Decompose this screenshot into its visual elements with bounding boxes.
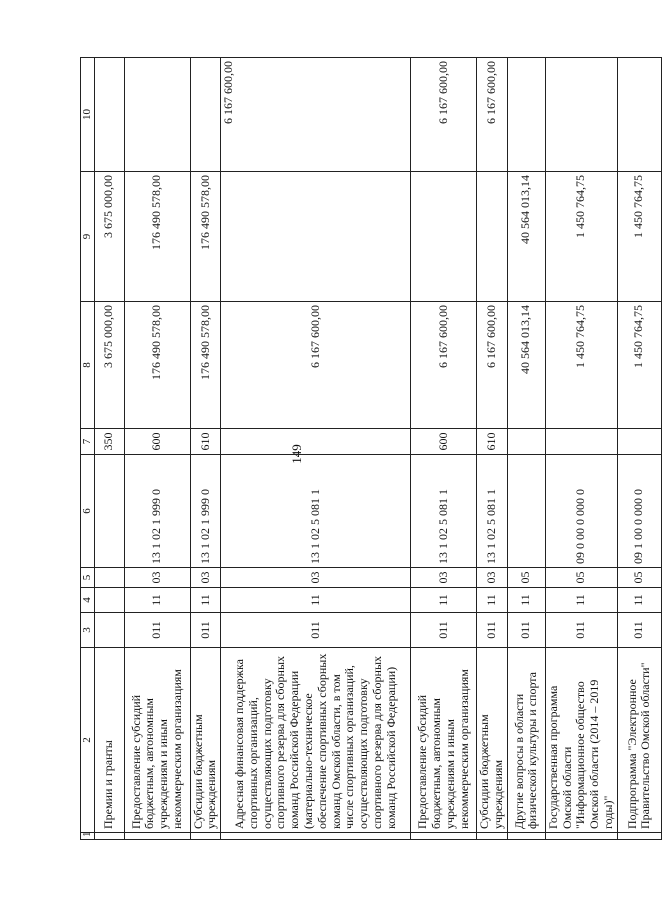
row-name: Премии и гранты [94, 648, 124, 833]
row-name: Субсидии бюджетным учреждениям [477, 648, 508, 833]
code-expense-type [221, 429, 411, 455]
amount-regional: 3 675 000,00 [94, 172, 124, 302]
amount-regional: 1 450 764,75 [545, 172, 617, 302]
row-name: Государственная программа Омской области "Информационное общество Омской области (2014 – 2019 годы)" [545, 648, 617, 833]
amount-regional [477, 172, 508, 302]
budget-table [80, 57, 662, 840]
amount-federal [94, 58, 124, 172]
amount-federal: 6 167 600,00 [411, 58, 477, 172]
table-row [124, 58, 190, 840]
header-cell: 4 [81, 588, 95, 613]
code-podrazdel: 03 [221, 568, 411, 588]
code-razdel: 11 [507, 588, 545, 613]
amount-total: 176 490 578,00 [124, 302, 190, 429]
code-expense-type: 600 [124, 429, 190, 455]
table-row [411, 58, 477, 840]
amount-regional: 1 450 764,75 [617, 172, 661, 302]
code-glava: 011 [545, 613, 617, 648]
amount-federal [545, 58, 617, 172]
table-row [221, 58, 411, 840]
code-razdel: 11 [545, 588, 617, 613]
code-razdel: 11 [124, 588, 190, 613]
col1-cell [124, 833, 190, 840]
row-name: Адресная финансовая поддержка спортивных организаций, осуществляющих подготовку спортивного резерва для сборных команд Российской Федерации (материально-техническое обеспечение спортивных сборных команд Омской области, в том числе спортивных организаций, осуществляющих подготовку спортивного резерва для сборных команд Российской Федерации) [221, 648, 411, 833]
code-podrazdel: 05 [507, 568, 545, 588]
code-razdel: 11 [190, 588, 221, 613]
amount-federal [124, 58, 190, 172]
amount-federal: 6 167 600,00 [221, 58, 411, 172]
code-podrazdel: 03 [124, 568, 190, 588]
code-razdel: 11 [477, 588, 508, 613]
code-expense-type: 610 [477, 429, 508, 455]
header-cell: 2 [81, 648, 95, 833]
row-name: Предоставление субсидий бюджетным, автономным учреждениям и иным некоммерческим организациям [124, 648, 190, 833]
row-name: Подпрограмма "Электронное Правительство Омской области" [617, 648, 661, 833]
amount-total: 1 450 764,75 [545, 302, 617, 429]
amount-total: 40 564 013,14 [507, 302, 545, 429]
header-cell: 3 [81, 613, 95, 648]
col1-cell [477, 833, 508, 840]
code-target-article: 13 1 02 5 081 1 [411, 455, 477, 568]
code-glava: 011 [617, 613, 661, 648]
amount-regional: 176 490 578,00 [124, 172, 190, 302]
code-podrazdel [94, 568, 124, 588]
header-cell: 5 [81, 568, 95, 588]
amount-regional: 176 490 578,00 [190, 172, 221, 302]
table-row [617, 58, 661, 840]
code-expense-type [507, 429, 545, 455]
code-expense-type [545, 429, 617, 455]
code-podrazdel: 03 [411, 568, 477, 588]
table-row [94, 58, 124, 840]
code-glava: 011 [190, 613, 221, 648]
code-glava: 011 [477, 613, 508, 648]
amount-federal [507, 58, 545, 172]
col1-cell [411, 833, 477, 840]
header-cell: 9 [81, 172, 95, 302]
code-target-article: 13 1 02 1 999 0 [124, 455, 190, 568]
amount-total: 6 167 600,00 [221, 302, 411, 429]
amount-total: 6 167 600,00 [411, 302, 477, 429]
amount-total: 1 450 764,75 [617, 302, 661, 429]
amount-regional [411, 172, 477, 302]
amount-total: 6 167 600,00 [477, 302, 508, 429]
col1-cell [507, 833, 545, 840]
amount-total: 3 675 000,00 [94, 302, 124, 429]
page-number: 149 [289, 444, 304, 464]
code-target-article: 13 1 02 1 999 0 [190, 455, 221, 568]
row-name: Предоставление субсидий бюджетным, автономным учреждениям и иным некоммерческим организациям [411, 648, 477, 833]
amount-federal: 6 167 600,00 [477, 58, 508, 172]
header-cell: 7 [81, 429, 95, 455]
code-expense-type: 610 [190, 429, 221, 455]
col1-cell [94, 833, 124, 840]
code-expense-type: 600 [411, 429, 477, 455]
table-header-row [81, 58, 95, 840]
code-target-article: 13 1 02 5 081 1 [221, 455, 411, 568]
code-razdel: 11 [411, 588, 477, 613]
table-row [190, 58, 221, 840]
amount-federal [190, 58, 221, 172]
code-razdel: 11 [617, 588, 661, 613]
code-target-article [507, 455, 545, 568]
code-target-article [94, 455, 124, 568]
code-razdel: 11 [221, 588, 411, 613]
header-cell: 10 [81, 58, 95, 172]
code-razdel [94, 588, 124, 613]
col1-cell [545, 833, 617, 840]
code-podrazdel: 03 [190, 568, 221, 588]
code-podrazdel: 05 [617, 568, 661, 588]
table-row [545, 58, 617, 840]
table-row [477, 58, 508, 840]
code-target-article: 09 1 00 0 000 0 [617, 455, 661, 568]
amount-regional: 40 564 013,14 [507, 172, 545, 302]
row-name: Другие вопросы в области физической культуры и спорта [507, 648, 545, 833]
amount-regional [221, 172, 411, 302]
code-expense-type: 350 [94, 429, 124, 455]
table-row [507, 58, 545, 840]
row-name: Субсидии бюджетным учреждениям [190, 648, 221, 833]
code-glava: 011 [411, 613, 477, 648]
code-glava: 011 [221, 613, 411, 648]
amount-total: 176 490 578,00 [190, 302, 221, 429]
code-glava: 011 [124, 613, 190, 648]
header-cell: 8 [81, 302, 95, 429]
col1-cell [221, 833, 411, 840]
code-target-article: 09 0 00 0 000 0 [545, 455, 617, 568]
header-cell: 1 [81, 833, 95, 840]
col1-cell [617, 833, 661, 840]
code-glava: 011 [507, 613, 545, 648]
code-podrazdel: 03 [477, 568, 508, 588]
code-podrazdel: 05 [545, 568, 617, 588]
rotated-table-container [80, 58, 653, 840]
code-expense-type [617, 429, 661, 455]
code-target-article: 13 1 02 5 081 1 [477, 455, 508, 568]
amount-federal [617, 58, 661, 172]
header-cell: 6 [81, 455, 95, 568]
col1-cell [190, 833, 221, 840]
code-glava [94, 613, 124, 648]
